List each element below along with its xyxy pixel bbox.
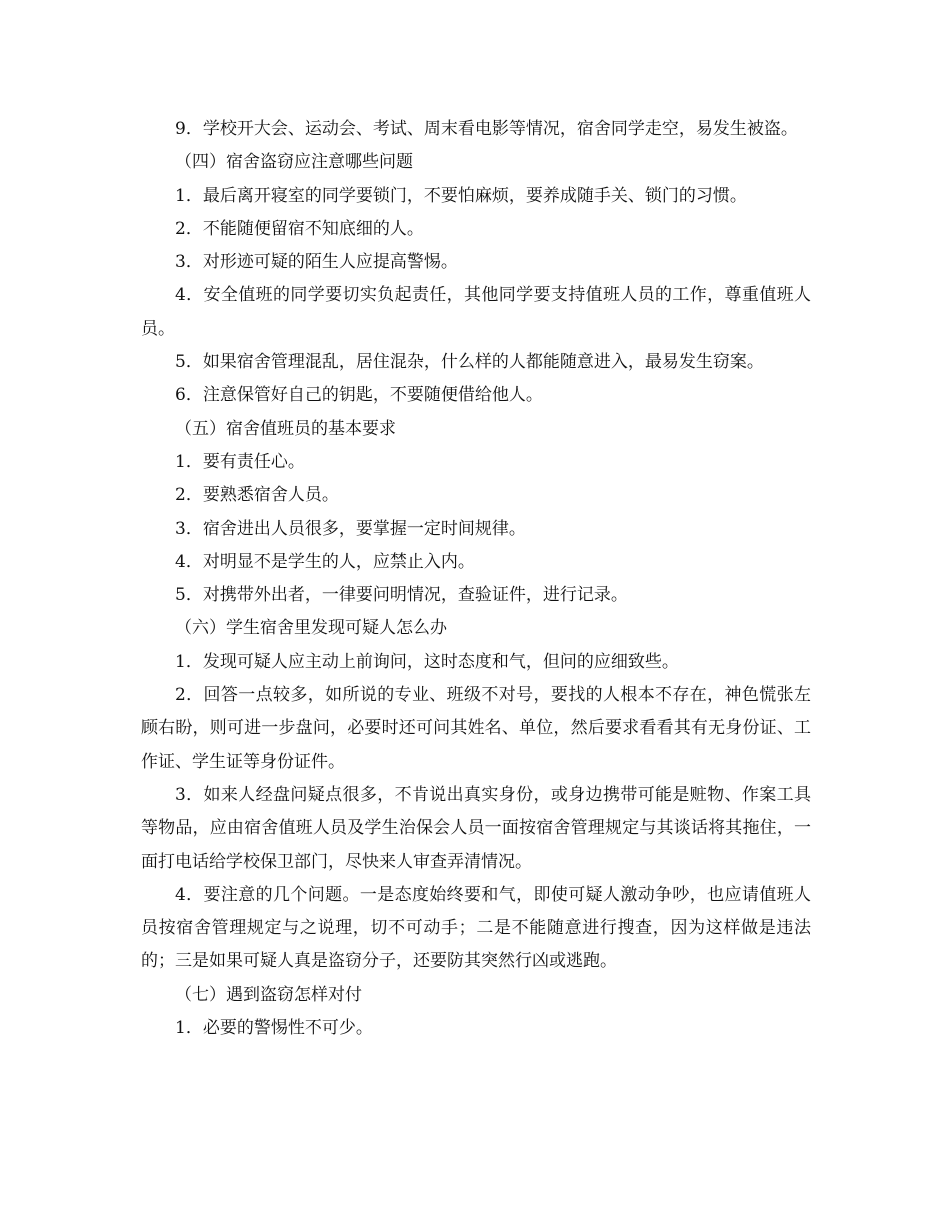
paragraph-item: 1．最后离开寝室的同学要锁门，不要怕麻烦，要养成随手关、锁门的习惯。: [175, 185, 747, 206]
section-heading-5: （五）宿舍值班员的基本要求: [175, 418, 396, 439]
paragraph-item: 3．对形迹可疑的陌生人应提高警惕。: [175, 252, 458, 273]
paragraph-item: 3．如来人经盘问疑点很多，不肯说出真实身份，或身边携带可能是赃物、作案工具等物品，应由宿舍值班人员及学生治保会人员一面按宿舍管理规定与其谈话将其拖住，一面打电话给学校保卫部门，尽快来人审查弄清情况。: [141, 784, 811, 872]
paragraph-item: 4．安全值班的同学要切实负起责任，其他同学要支持值班人员的工作，尊重值班人员。: [141, 285, 811, 339]
paragraph-item: 5．对携带外出者，一律要问明情况，查验证件，进行记录。: [175, 585, 628, 606]
paragraph-item: 3．宿舍进出人员很多，要掌握一定时间规律。: [175, 518, 526, 539]
document-body: [141, 113, 811, 1045]
paragraph-item: 1．要有责任心。: [175, 451, 305, 472]
paragraph-item: 1．必要的警惕性不可少。: [175, 1018, 373, 1039]
paragraph-item: 2．不能随便留宿不知底细的人。: [175, 218, 424, 239]
paragraph-item: 2．要熟悉宿舍人员。: [175, 485, 339, 506]
paragraph-item: 4．对明显不是学生的人，应禁止入内。: [175, 551, 475, 572]
paragraph-item-9: 9．学校开大会、运动会、考试、周末看电影等情况，宿舍同学走空，易发生被盗。: [175, 119, 798, 139]
paragraph-item: 1．发现可疑人应主动上前询问，这时态度和气，但问的应细致些。: [175, 651, 679, 672]
paragraph-item: 4．要注意的几个问题。一是态度始终要和气，即使可疑人激动争吵，也应请值班人员按宿舍管理规定与之说理，切不可动手；二是不能随意进行搜查，因为这样做是违法的；三是如果可疑人真是盗窃分子，还要防其突然行凶或逃跑。: [141, 884, 811, 972]
section-heading-6: （六）学生宿舍里发现可疑人怎么办: [175, 618, 447, 639]
paragraph-item: 2．回答一点较多，如所说的专业、班级不对号，要找的人根本不存在，神色慌张左顾右盼，则可进一步盘问，必要时还可问其姓名、单位，然后要求看看其有无身份证、工作证、学生证等身份证件。: [141, 685, 811, 772]
section-heading-4: （四）宿舍盗窃应注意哪些问题: [175, 152, 413, 173]
paragraph-item: 5．如果宿舍管理混乱，居住混杂，什么样的人都能随意进入，最易发生窃案。: [175, 352, 764, 373]
section-heading-7: （七）遇到盗窃怎样对付: [175, 984, 362, 1005]
paragraph-item: 6．注意保管好自己的钥匙，不要随便借给他人。: [175, 385, 543, 406]
